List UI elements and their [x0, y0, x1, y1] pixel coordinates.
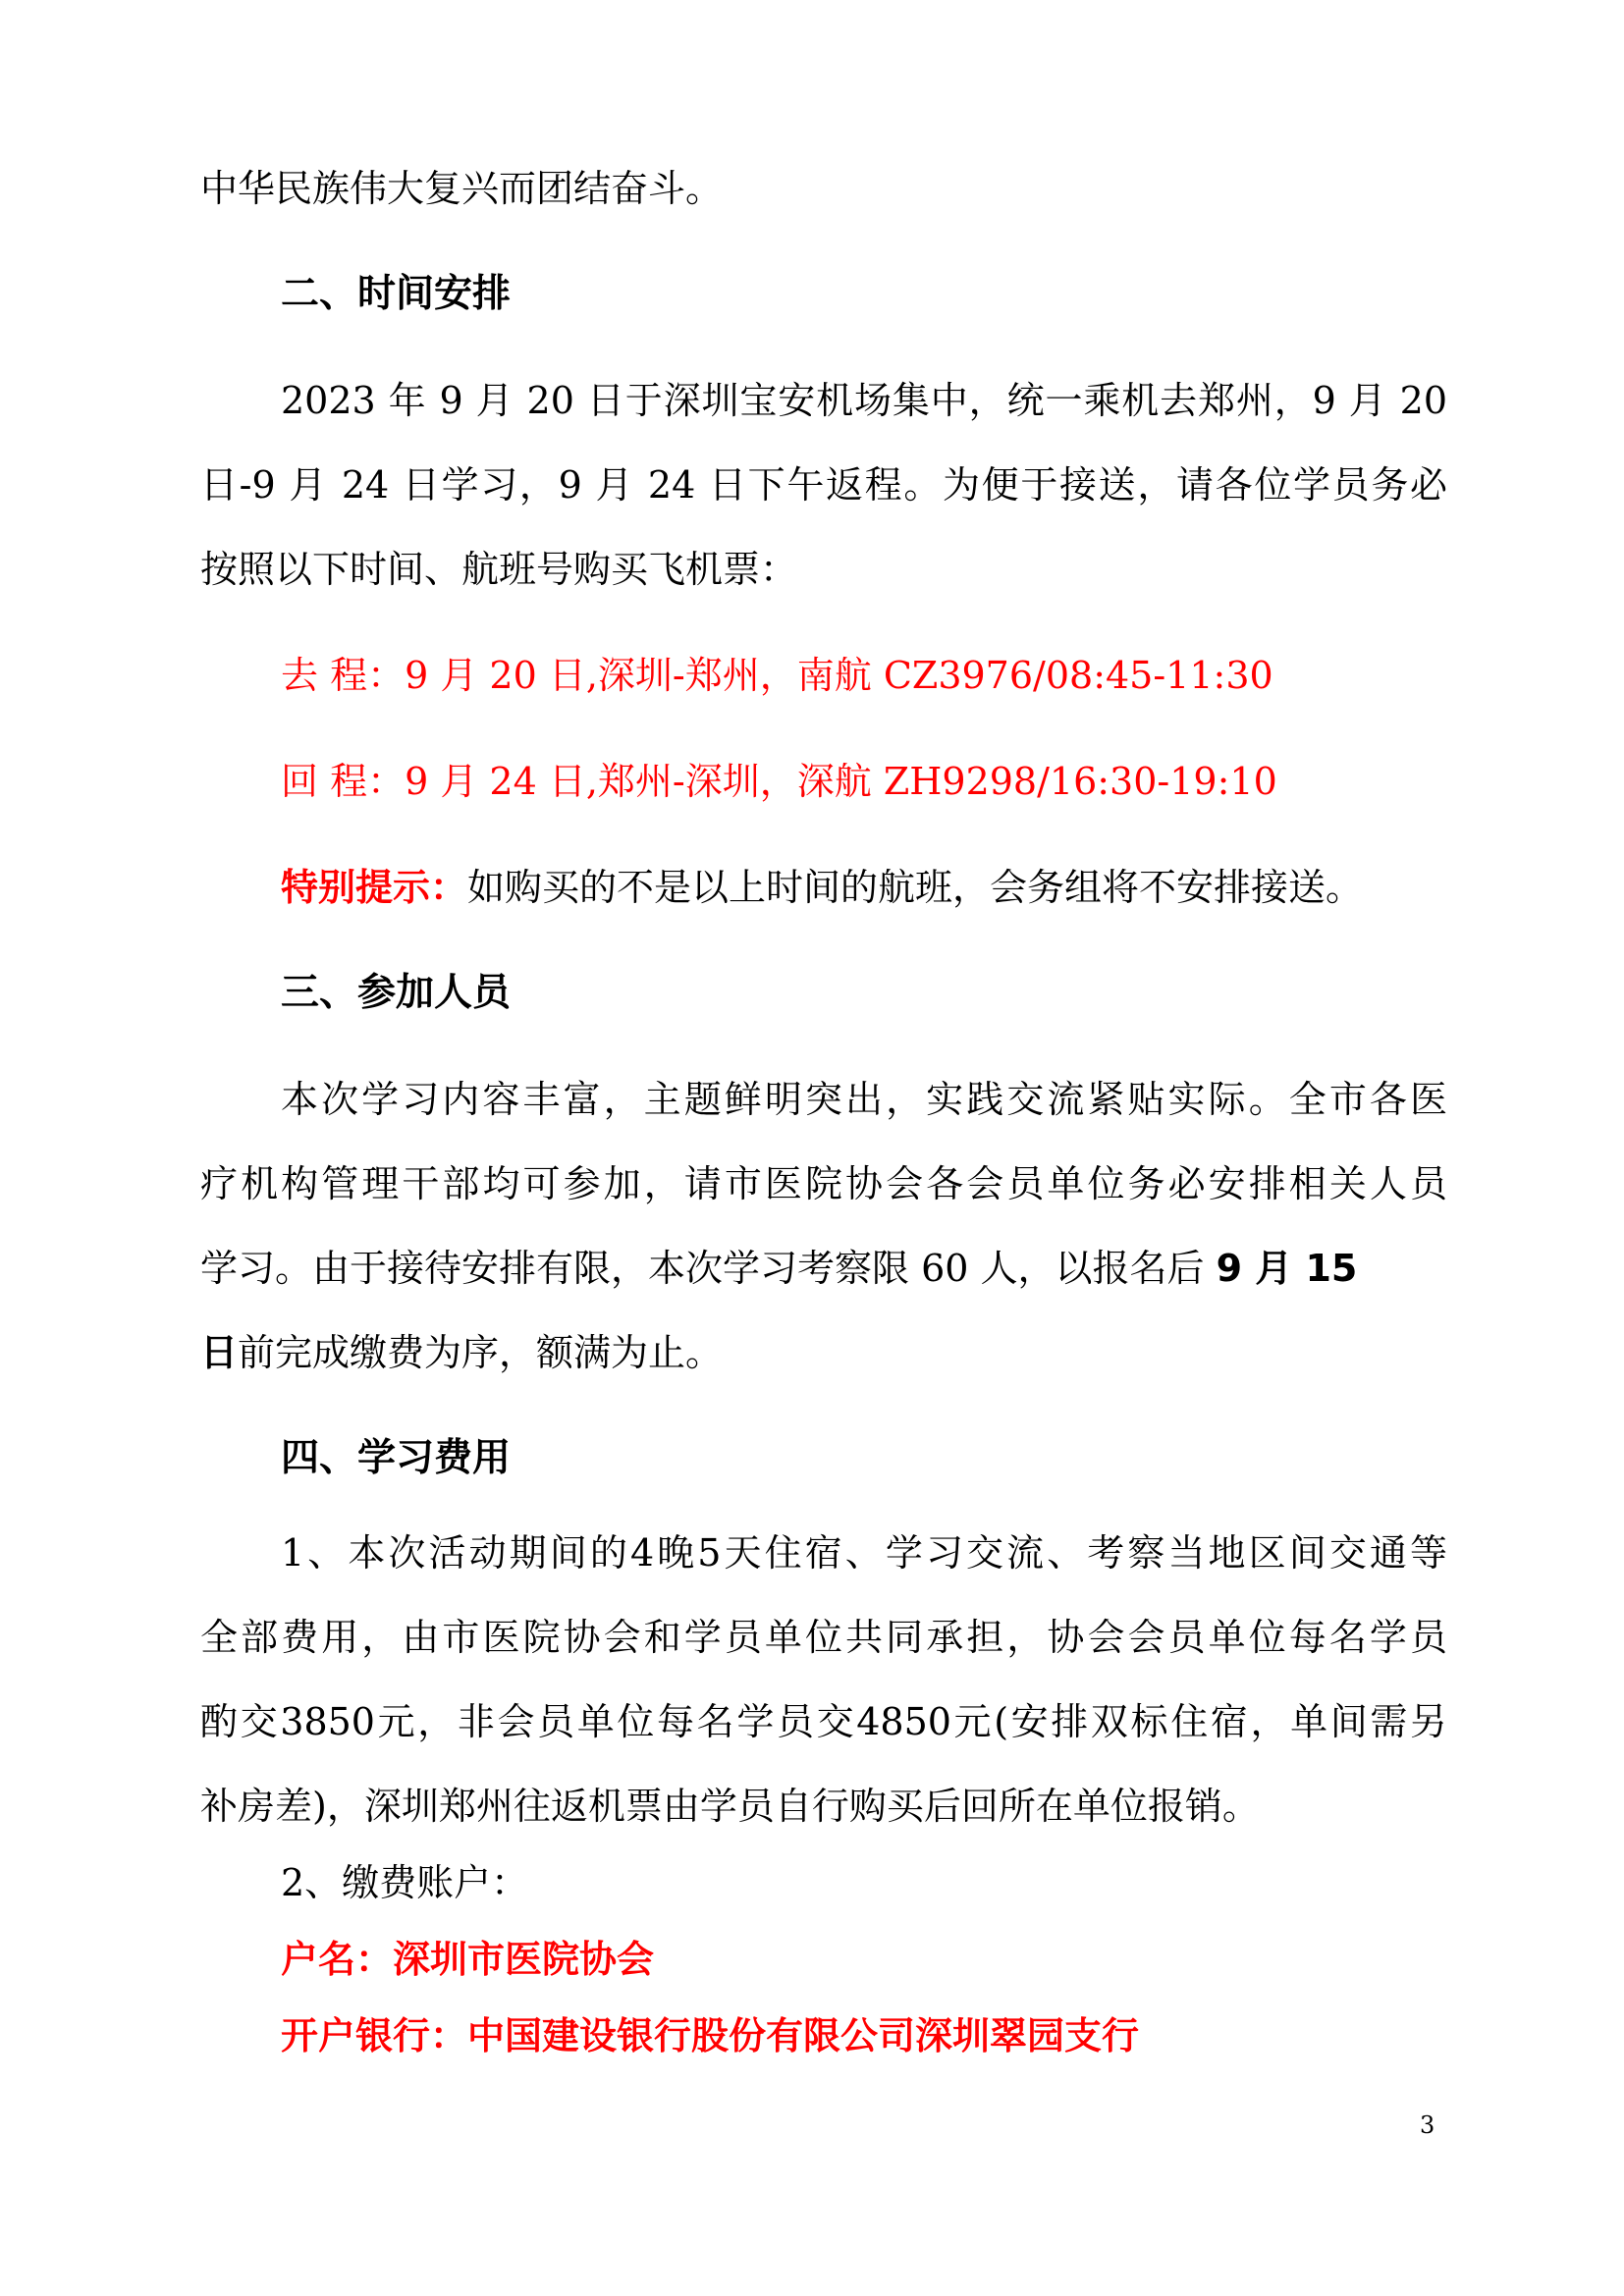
section-3-paragraph-line-3 [200, 1241, 1447, 1296]
page-number: 3 [1420, 2111, 1435, 2139]
intro-line: 中华民族伟大复兴而团结奋斗。 [200, 167, 724, 210]
deadline-date: 9 月 15 [1216, 1247, 1358, 1290]
deadline-rest: 前完成缴费为序，额满为止。 [238, 1331, 724, 1374]
fee-item-1-line-2: 全部费用，由市医院协会和学员单位共同承担，协会会员单位每名学员 [200, 1616, 1447, 1659]
fee-item-1-line-1: 1、本次活动期间的4晚5天住宿、学习交流、考察当地区间交通等 [281, 1531, 1447, 1575]
return-flight: 回 程：9 月 24 日,郑州-深圳，深航 ZH9298/16:30-19:10 [281, 760, 1277, 803]
account-name: 户名：深圳市医院协会 [281, 1938, 655, 1981]
section-4-heading: 四、学习费用 [281, 1436, 512, 1480]
outbound-flight: 去 程：9 月 20 日,深圳-郑州，南航 CZ3976/08:45-11:30 [281, 654, 1273, 697]
section-2-paragraph-line-1: 2023 年 9 月 20 日于深圳宝安机场集中，统一乘机去郑州，9 月 20 [281, 379, 1447, 422]
bank-name: 开户银行：中国建设银行股份有限公司深圳翠园支行 [281, 2014, 1140, 2057]
section-2-paragraph-line-2: 日-9 月 24 日学习，9 月 24 日下午返程。为便于接送，请各位学员务必 [200, 463, 1447, 507]
special-notice-text: 如购买的不是以上时间的航班，会务组将不安排接送。 [467, 866, 1364, 909]
section-2-paragraph-line-3: 按照以下时间、航班号购买飞机票： [200, 548, 798, 591]
deadline-day: 日 [200, 1331, 239, 1374]
fee-item-1-line-3: 酌交3850元，非会员单位每名学员交4850元(安排双标住宿，单间需另 [200, 1700, 1447, 1743]
section-3-paragraph-line-3-text: 学习。由于接待安排有限，本次学习考察限 60 人，以报名后 [200, 1247, 1217, 1290]
special-notice-label: 特别提示： [281, 866, 468, 909]
section-2-heading: 二、时间安排 [281, 272, 512, 316]
fee-item-2: 2、缴费账户： [281, 1861, 529, 1904]
section-3-paragraph-line-4 [200, 1325, 1447, 1380]
special-notice [281, 860, 1447, 915]
section-3-paragraph-line-2: 疗机构管理干部均可参加，请市医院协会各会员单位务必安排相关人员 [200, 1162, 1447, 1205]
fee-item-1-line-4: 补房差)，深圳郑州往返机票由学员自行购买后回所在单位报销。 [200, 1785, 1260, 1828]
section-3-paragraph-line-1: 本次学习内容丰富，主题鲜明突出，实践交流紧贴实际。全市各医 [281, 1078, 1447, 1121]
section-3-heading: 三、参加人员 [281, 971, 512, 1015]
